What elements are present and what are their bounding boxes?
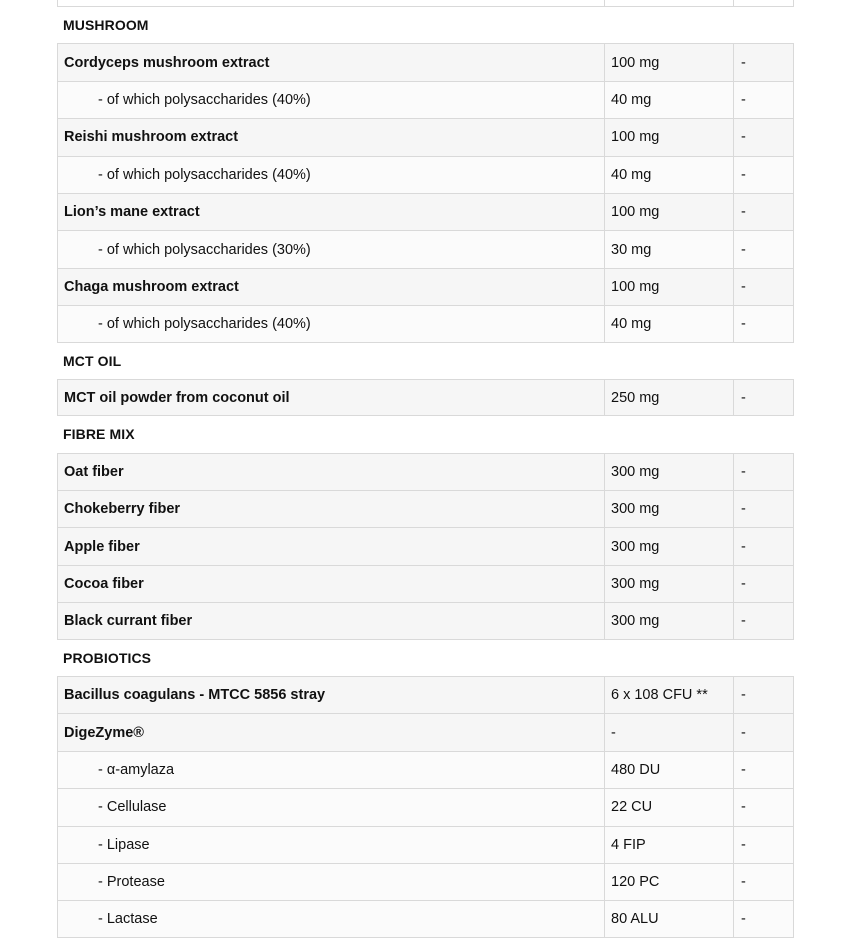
reference-intake: -: [741, 576, 746, 593]
ingredient-name: Lion’s mane extract: [58, 194, 605, 230]
ingredient-amount: 100 mg: [605, 44, 734, 80]
table-row: [57, 118, 794, 155]
reference-intake: -: [741, 762, 746, 778]
table-row: [57, 900, 794, 937]
ingredient-amount: -: [605, 714, 734, 750]
ingredient-name: - Protease: [58, 864, 605, 900]
table-row: [57, 230, 794, 267]
reference-intake: -: [741, 91, 746, 108]
ingredient-name: - Lactase: [58, 901, 605, 936]
ingredient-amount: 30 mg: [605, 231, 734, 267]
section-heading: MCT OIL: [63, 352, 122, 369]
reference-intake: -: [741, 389, 746, 406]
ingredient-amount: 80 ALU: [605, 901, 734, 936]
ingredient-name: Chokeberry fiber: [58, 491, 605, 527]
section-heading: FIBRE MIX: [63, 426, 135, 443]
reference-intake: -: [741, 54, 746, 71]
table-row: [57, 788, 794, 825]
ingredient-name: Bacillus coagulans - MTCC 5856 stray: [58, 677, 605, 713]
section-heading: MUSHROOM: [63, 17, 149, 34]
reference-intake: -: [741, 874, 746, 891]
ingredient-name: DigeZyme®: [58, 714, 605, 750]
ingredient-name: Cordyceps mushroom extract: [58, 44, 605, 80]
ingredient-amount: 100 mg: [605, 269, 734, 305]
reference-intake: -: [741, 204, 746, 221]
table-row: [57, 751, 794, 788]
reference-intake: -: [741, 501, 746, 518]
reference-intake: -: [741, 836, 746, 853]
ingredient-amount: 40 mg: [605, 82, 734, 118]
reference-intake: -: [741, 463, 746, 480]
ingredient-name: Black currant fiber: [58, 603, 605, 638]
table-row: [57, 527, 794, 564]
table-row: [57, 193, 794, 230]
ingredient-name: - α-amylaza: [58, 752, 605, 788]
ingredient-name: Cocoa fiber: [58, 566, 605, 602]
table-row: [57, 602, 794, 639]
ingredient-amount: 120 PC: [605, 864, 734, 900]
reference-intake: -: [741, 166, 746, 183]
ingredient-name: - Lipase: [58, 827, 605, 863]
ingredient-amount: 250 mg: [605, 380, 734, 415]
reference-intake: -: [741, 724, 746, 741]
ingredient-amount: 6 x 108 CFU **: [605, 677, 734, 713]
ingredient-name: Chaga mushroom extract: [58, 269, 605, 305]
table-body: [57, 7, 794, 938]
ingredient-amount: 40 mg: [605, 157, 734, 193]
reference-intake: -: [741, 278, 746, 295]
table-row: [57, 268, 794, 305]
table-row: [57, 453, 794, 490]
ingredient-name: - of which polysaccharides (30%): [58, 231, 605, 267]
reference-intake: -: [741, 612, 746, 629]
reference-intake: -: [741, 315, 746, 332]
table-row: [57, 713, 794, 750]
table-row: [57, 490, 794, 527]
ingredient-amount: 100 mg: [605, 194, 734, 230]
ingredient-name: MCT oil powder from coconut oil: [58, 380, 605, 415]
ingredient-amount: 22 CU: [605, 789, 734, 825]
table-row: [57, 676, 794, 713]
ingredient-amount: 300 mg: [605, 566, 734, 602]
ingredient-amount: 480 DU: [605, 752, 734, 788]
ingredient-amount: 300 mg: [605, 528, 734, 564]
table-row: [57, 43, 794, 80]
reference-intake: -: [741, 129, 746, 146]
table-row: [57, 565, 794, 602]
ingredient-amount: 300 mg: [605, 491, 734, 527]
table-row: [57, 305, 794, 342]
ingredient-name: - of which polysaccharides (40%): [58, 157, 605, 193]
section-heading: PROBIOTICS: [63, 649, 152, 666]
table-row: [57, 863, 794, 900]
reference-intake: -: [741, 538, 746, 555]
table-row: [57, 156, 794, 193]
reference-intake: -: [741, 241, 746, 258]
reference-intake: -: [741, 799, 746, 816]
ingredient-amount: 40 mg: [605, 306, 734, 341]
ingredient-amount: 100 mg: [605, 119, 734, 155]
reference-intake: -: [741, 687, 746, 704]
ingredient-name: - Cellulase: [58, 789, 605, 825]
ingredient-name: Reishi mushroom extract: [58, 119, 605, 155]
ingredient-name: Oat fiber: [58, 454, 605, 490]
ingredient-amount: 4 FIP: [605, 827, 734, 863]
ingredient-name: Apple fiber: [58, 528, 605, 564]
ingredient-amount: 300 mg: [605, 603, 734, 638]
table-row: [57, 81, 794, 118]
ingredient-name: - of which polysaccharides (40%): [58, 306, 605, 341]
table-row: [57, 826, 794, 863]
table-row: [57, 379, 794, 416]
reference-intake: -: [741, 911, 746, 928]
table-top-edge: [57, 0, 794, 7]
ingredient-name: - of which polysaccharides (40%): [58, 82, 605, 118]
nutrition-table: [57, 0, 794, 938]
ingredient-amount: 300 mg: [605, 454, 734, 490]
